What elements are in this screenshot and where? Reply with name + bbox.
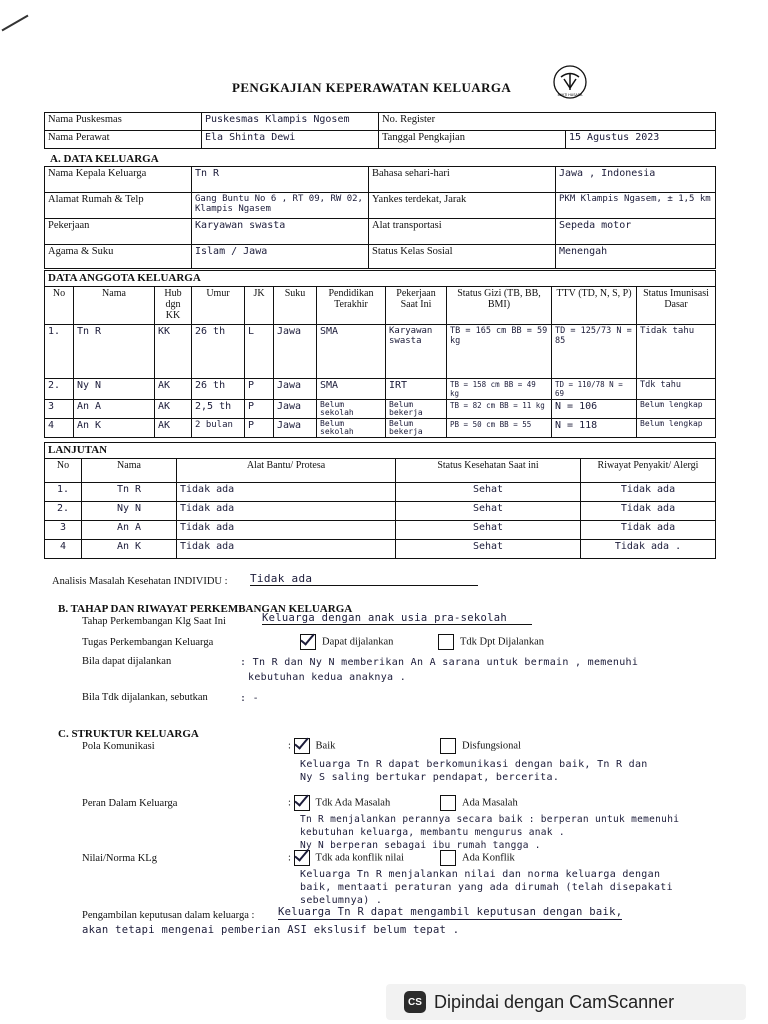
peran-ada-masalah-option[interactable] (440, 795, 518, 811)
anggota-keluarga-table (44, 270, 716, 438)
table-row (45, 325, 716, 379)
peran-line1: Tn R menjalankan perannya secara baik : berperan untuk memenuhi (300, 814, 680, 825)
cell: Sehat (396, 502, 581, 521)
table-row (45, 400, 716, 419)
nilai-tdk-konflik-option[interactable]: : Tdk ada konflik nilai (288, 850, 404, 866)
col-no: No (45, 459, 82, 483)
camscanner-watermark (386, 984, 746, 1020)
dapat-label: Dapat dijalankan (322, 636, 394, 648)
cell: Belum bekerja (386, 400, 447, 419)
col-nama: Nama (82, 459, 177, 483)
col-nama: Nama (74, 287, 155, 325)
cell: Tidak ada . (581, 540, 716, 559)
cell: Tidak ada (177, 483, 396, 502)
keputusan-line1: Keluarga Tn R dapat mengambil keputusan dengan baik, (278, 906, 623, 918)
tdk-dapat-label: Tdk Dpt Dijalankan (460, 636, 544, 648)
cell: Tidak ada (177, 502, 396, 521)
label-agama-suku: Agama & Suku (45, 245, 192, 269)
label-alamat: Alamat Rumah & Telp (45, 193, 192, 219)
label-tanggal-pengkajian: Tanggal Pengkajian (379, 131, 566, 149)
cell: Sehat (396, 483, 581, 502)
cell: Belum lengkap (637, 419, 716, 438)
value-pekerjaan: Karyawan swasta (192, 219, 369, 245)
analisis-value: Tidak ada (250, 572, 478, 586)
cell: 26 th (192, 325, 245, 379)
cell: P (245, 400, 274, 419)
value-yankes: PKM Klampis Ngasem, ± 1,5 km (556, 193, 716, 219)
value-agama-suku: Islam / Jawa (192, 245, 369, 269)
cell: 2. (45, 379, 74, 400)
cell: 26 th (192, 379, 245, 400)
table-row (45, 419, 716, 438)
cell: TD = 125/73 N = 85 (552, 325, 637, 379)
camscanner-text: Dipindai dengan CamScanner (434, 991, 675, 1012)
section-b-title: B. TAHAP DAN RIWAYAT PERKEMBANGAN KELUARGA (58, 603, 353, 615)
cell: AK (155, 419, 192, 438)
cell: TB = 82 cm BB = 11 kg (447, 400, 552, 419)
cell: Tidak ada (581, 483, 716, 502)
cell: KK (155, 325, 192, 379)
anggota-title: DATA ANGGOTA KELUARGA (45, 271, 716, 287)
cell: Tidak ada (177, 540, 396, 559)
bila-tdk-value: : - (240, 693, 259, 704)
camscanner-icon: CS (404, 991, 426, 1013)
logo-text: BAKTI HUSADA (557, 93, 583, 97)
checkbox-ada-konflik[interactable] (440, 850, 456, 866)
peran-label: Peran Dalam Keluarga (82, 798, 178, 809)
nilai-line1: Keluarga Tn R menjalankan nilai dan norma keluarga dengan (300, 869, 661, 880)
value-kelas-sosial: Menengah (556, 245, 716, 269)
cell: Jawa (274, 400, 317, 419)
cell: TD = 110/78 N = 69 (552, 379, 637, 400)
cell: Karyawan swasta (386, 325, 447, 379)
label-kelas-sosial: Status Kelas Sosial (369, 245, 556, 269)
pola-line2: Ny S saling bertukar pendapat, bercerita. (300, 772, 560, 783)
cell: 1. (45, 483, 82, 502)
scan-mark (2, 15, 29, 32)
tahap-label: Tahap Perkembangan Klg Saat Ini (82, 616, 226, 627)
table-row (45, 540, 716, 559)
cell: Belum sekolah (317, 400, 386, 419)
label-nama-puskesmas: Nama Puskesmas (45, 113, 202, 131)
value-transportasi: Sepeda motor (556, 219, 716, 245)
keputusan-label: Pengambilan keputusan dalam keluarga : (82, 910, 255, 921)
cell: N = 118 (552, 419, 637, 438)
nilai-line2: baik, mentaati peraturan yang ada dirumah (telah disepakati (300, 882, 673, 893)
tdk-ada-masalah-label: Tdk Ada Masalah (315, 797, 391, 809)
cell: Belum sekolah (317, 419, 386, 438)
cell: 4 (45, 419, 74, 438)
cell: PB = 50 cm BB = 55 (447, 419, 552, 438)
label-pekerjaan: Pekerjaan (45, 219, 192, 245)
cell: L (245, 325, 274, 379)
cell: Jawa (274, 325, 317, 379)
lanjutan-title: LANJUTAN (45, 443, 716, 459)
baik-label: Baik (315, 740, 336, 752)
cell: P (245, 379, 274, 400)
bila-dapat-line1: : Tn R dan Ny N memberikan An A sarana untuk bermain , memenuhi (240, 657, 639, 668)
col-imunisasi: Status Imunisasi Dasar (637, 287, 716, 325)
cell: An K (82, 540, 177, 559)
bila-tdk-label: Bila Tdk dijalankan, sebutkan (82, 692, 208, 703)
col-jk: JK (245, 287, 274, 325)
col-riwayat-penyakit: Riwayat Penyakit/ Alergi (581, 459, 716, 483)
section-c-title: C. STRUKTUR KELUARGA (58, 728, 199, 740)
cell: 2. (45, 502, 82, 521)
cell: TB = 165 cm BB = 59 kg (447, 325, 552, 379)
cell: 3 (45, 521, 82, 540)
cell: Ny N (82, 502, 177, 521)
col-hub: Hub dgn KK (155, 287, 192, 325)
cell: P (245, 419, 274, 438)
table-row (45, 502, 716, 521)
cell: 2,5 th (192, 400, 245, 419)
nilai-line3: sebelumnya) . (300, 895, 383, 906)
table-row (45, 483, 716, 502)
tahap-value: Keluarga dengan anak usia pra-sekolah (262, 612, 532, 625)
page-title: PENGKAJIAN KEPERAWATAN KELUARGA (232, 80, 512, 95)
col-pekerjaan: Pekerjaan Saat Ini (386, 287, 447, 325)
label-nama-perawat: Nama Perawat (45, 131, 202, 149)
checkbox-tdk-dapat[interactable] (438, 634, 454, 650)
cell: Jawa (274, 419, 317, 438)
cell: N = 106 (552, 400, 637, 419)
tugas-dapat-option[interactable] (300, 634, 393, 650)
cell: AK (155, 400, 192, 419)
label-transportasi: Alat transportasi (369, 219, 556, 245)
cell: Tidak tahu (637, 325, 716, 379)
cell: 2 bulan (192, 419, 245, 438)
value-bahasa: Jawa , Indonesia (556, 167, 716, 193)
checkbox-ada-masalah[interactable] (440, 795, 456, 811)
cell: Tidak ada (581, 502, 716, 521)
pola-label: Pola Komunikasi (82, 741, 155, 752)
pola-disfungsional-option[interactable] (440, 738, 521, 754)
cell: Jawa (274, 379, 317, 400)
cell: An A (82, 521, 177, 540)
cell: Tn R (82, 483, 177, 502)
cell: 4 (45, 540, 82, 559)
bakti-husada-logo (552, 64, 588, 100)
checkbox-disfungsional[interactable] (440, 738, 456, 754)
col-no: No (45, 287, 74, 325)
tugas-label: Tugas Perkembangan Keluarga (82, 637, 214, 648)
cell: AK (155, 379, 192, 400)
lanjutan-table (44, 442, 716, 559)
ada-masalah-label: Ada Masalah (462, 797, 518, 809)
col-umur: Umur (192, 287, 245, 325)
label-yankes: Yankes terdekat, Jarak (369, 193, 556, 219)
tdk-konflik-label: Tdk ada konflik nilai (315, 852, 404, 864)
cell: TB = 158 cm BB = 49 kg (447, 379, 552, 400)
checkbox-dapat[interactable] (300, 634, 316, 650)
cell: Belum lengkap (637, 400, 716, 419)
cell: An A (74, 400, 155, 419)
col-alat-bantu: Alat Bantu/ Protesa (177, 459, 396, 483)
cell: SMA (317, 325, 386, 379)
cell: 1. (45, 325, 74, 379)
cell: Sehat (396, 521, 581, 540)
label-no-register: No. Register (379, 113, 716, 131)
checkbox-tdk-konflik[interactable] (294, 850, 310, 866)
peran-line3: Ny N berperan sebagai ibu rumah tangga . (300, 840, 541, 851)
col-pendidikan: Pendidikan Terakhir (317, 287, 386, 325)
bila-dapat-line2: kebutuhan kedua anaknya . (248, 672, 407, 683)
cell: SMA (317, 379, 386, 400)
cell: Tdk tahu (637, 379, 716, 400)
analisis-label: Analisis Masalah Kesehatan INDIVIDU : (52, 576, 228, 587)
tugas-tdk-option[interactable] (438, 634, 544, 650)
nilai-label: Nilai/Norma KLg (82, 853, 157, 864)
checkbox-tdk-ada-masalah[interactable] (294, 795, 310, 811)
disfungsional-label: Disfungsional (462, 740, 521, 752)
value-kepala-keluarga: Tn R (192, 167, 369, 193)
cell: An K (74, 419, 155, 438)
pola-line1: Keluarga Tn R dapat berkomunikasi dengan baik, Tn R dan (300, 759, 648, 770)
label-bahasa: Bahasa sehari-hari (369, 167, 556, 193)
cell: Tidak ada (581, 521, 716, 540)
peran-tdk-masalah-option[interactable]: : Tdk Ada Masalah (288, 795, 390, 811)
label-kepala-keluarga: Nama Kepala Keluarga (45, 167, 192, 193)
nilai-ada-konflik-option[interactable] (440, 850, 515, 866)
cell: IRT (386, 379, 447, 400)
table-row (45, 379, 716, 400)
cell: Tidak ada (177, 521, 396, 540)
registration-table (44, 112, 716, 149)
ada-konflik-label: Ada Konflik (462, 852, 515, 864)
bila-dapat-label: Bila dapat dijalankan (82, 656, 172, 667)
col-ttv: TTV (TD, N, S, P) (552, 287, 637, 325)
cell: Ny N (74, 379, 155, 400)
cell: Sehat (396, 540, 581, 559)
cell: Tn R (74, 325, 155, 379)
value-tanggal-pengkajian: 15 Agustus 2023 (566, 131, 716, 149)
keputusan-line2: akan tetapi mengenai pemberian ASI ekslusif belum tepat . (82, 924, 460, 936)
table-row (45, 521, 716, 540)
col-status-kesehatan: Status Kesehatan Saat ini (396, 459, 581, 483)
checkbox-baik[interactable] (294, 738, 310, 754)
col-status-gizi: Status Gizi (TB, BB, BMI) (447, 287, 552, 325)
col-suku: Suku (274, 287, 317, 325)
cell: Belum bekerja (386, 419, 447, 438)
peran-line2: kebutuhan keluarga, membantu mengurus anak . (300, 827, 565, 838)
section-a-title: A. DATA KELUARGA (50, 153, 159, 165)
value-nama-puskesmas: Puskesmas Klampis Ngosem (202, 113, 379, 131)
data-keluarga-table (44, 166, 716, 269)
cell: 3 (45, 400, 74, 419)
value-alamat: Gang Buntu No 6 , RT 09, RW 02, Klampis Ngasem (192, 193, 369, 219)
pola-baik-option[interactable]: : Baik (288, 738, 335, 754)
value-nama-perawat: Ela Shinta Dewi (202, 131, 379, 149)
